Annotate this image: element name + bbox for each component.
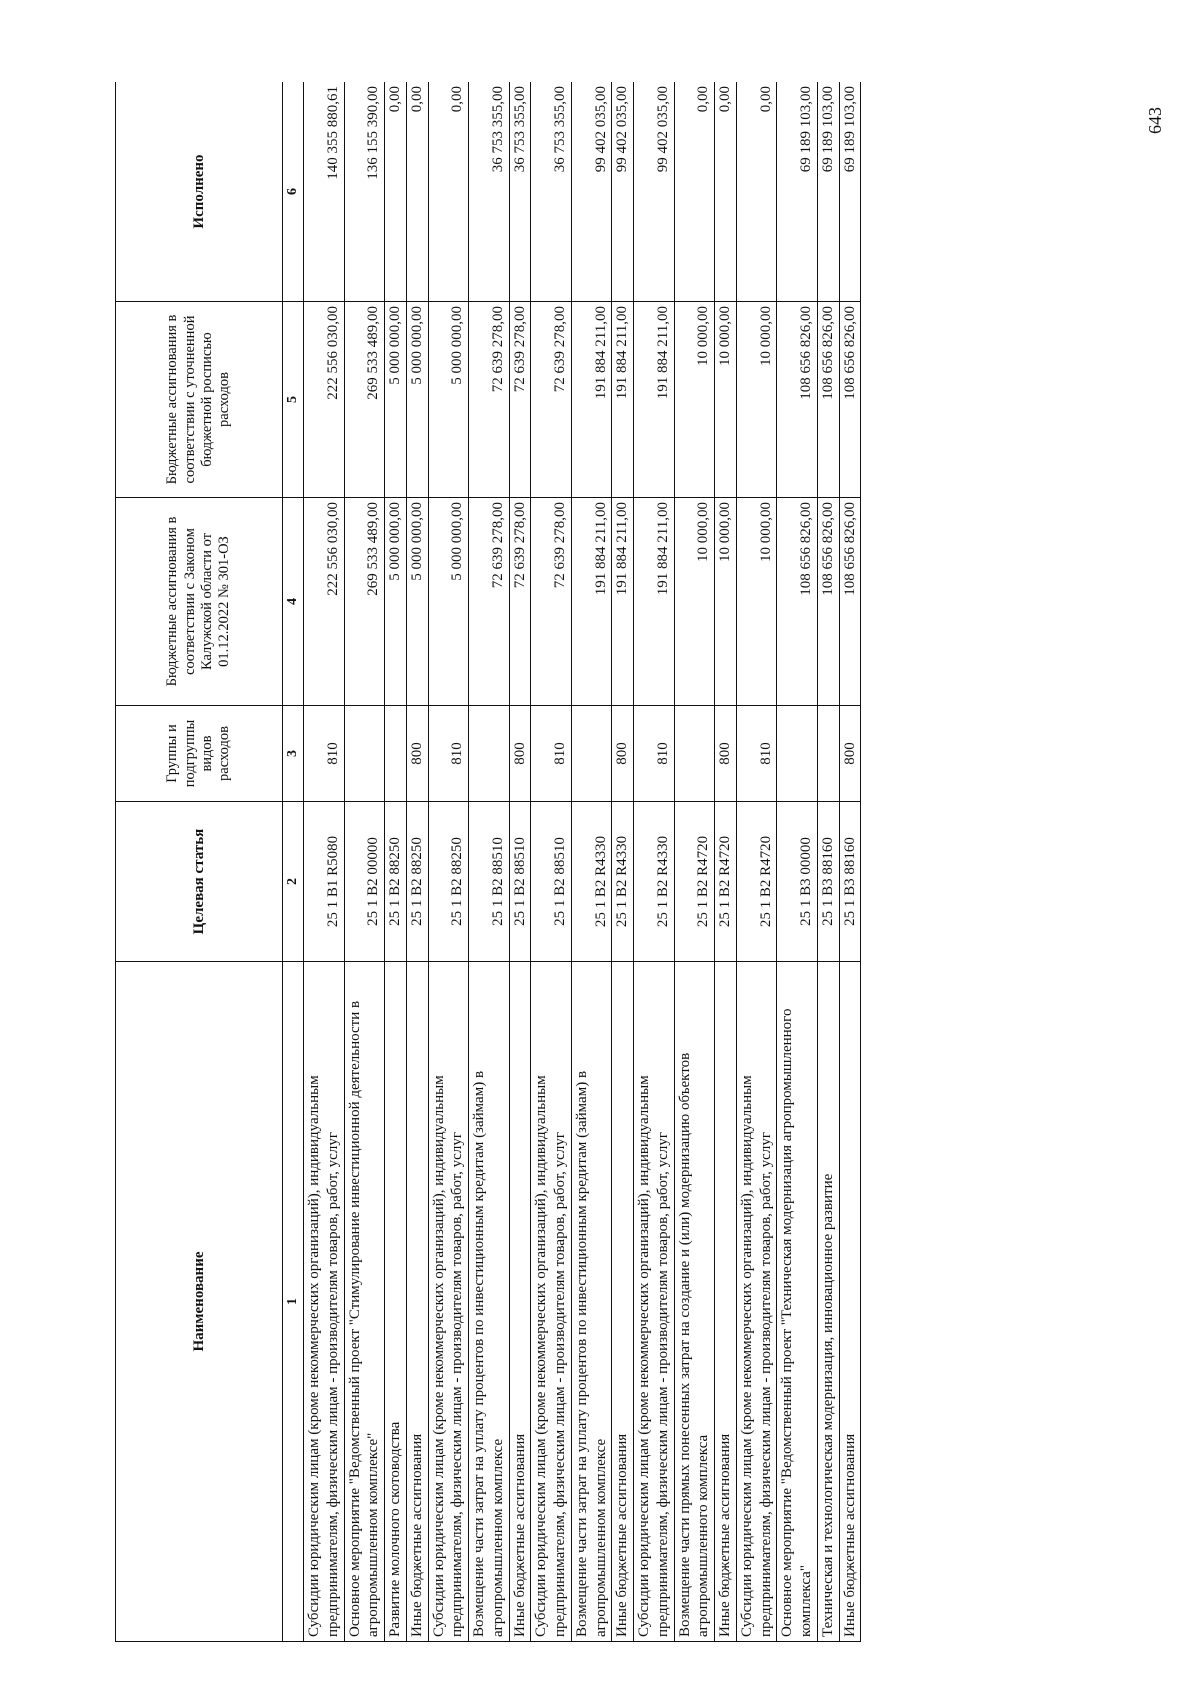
row-executed-amount: 136 155 390,00	[344, 82, 385, 302]
row-refined-amount: 108 656 826,00	[839, 302, 861, 498]
row-executed-amount: 36 753 355,00	[509, 82, 531, 302]
row-group-code: 810	[304, 706, 345, 802]
column-number: 2	[283, 802, 304, 962]
column-number: 3	[283, 706, 304, 802]
row-name: Иные бюджетные ассигнования	[406, 962, 428, 1642]
table-row	[612, 82, 634, 1642]
row-group-code	[344, 706, 385, 802]
row-law-amount: 5 000 000,00	[428, 498, 469, 706]
row-executed-amount: 36 753 355,00	[469, 82, 510, 302]
table-row	[469, 82, 510, 1642]
table-row	[736, 82, 777, 1642]
table-container	[115, 82, 1005, 1642]
row-law-amount: 108 656 826,00	[839, 498, 861, 706]
page-number: 643	[1144, 106, 1165, 134]
column-number: 1	[283, 962, 304, 1642]
row-refined-amount: 191 884 211,00	[634, 302, 675, 498]
row-name: Возмещение части прямых понесенных затрат на создание и (или) модернизацию объектов агропромышленного комплекса	[674, 962, 715, 1642]
row-name: Субсидии юридическим лицам (кроме некоммерческих организаций), индивидуальным предпринимателям, физическим лицам - производителям товаров, работ, услуг	[736, 962, 777, 1642]
row-law-amount: 5 000 000,00	[385, 498, 407, 706]
table-row	[817, 82, 839, 1642]
row-target-code: 25 1 В2 88510	[469, 802, 510, 962]
row-name: Основное мероприятие "Ведомственный проект "Стимулирование инвестиционной деятельности в агропромышленном комплексе"	[344, 962, 385, 1642]
row-refined-amount: 5 000 000,00	[428, 302, 469, 498]
row-refined-amount: 191 884 211,00	[612, 302, 634, 498]
table-row	[304, 82, 345, 1642]
table-row	[839, 82, 861, 1642]
row-refined-amount: 10 000,00	[715, 302, 737, 498]
row-group-code: 810	[634, 706, 675, 802]
row-target-code: 25 1 В2 00000	[344, 802, 385, 962]
table-row	[428, 82, 469, 1642]
header-target: Целевая статья	[116, 802, 283, 962]
row-refined-amount: 5 000 000,00	[406, 302, 428, 498]
header-name: Наименование	[116, 962, 283, 1642]
row-law-amount: 10 000,00	[674, 498, 715, 706]
row-law-amount: 108 656 826,00	[777, 498, 818, 706]
row-group-code: 800	[406, 706, 428, 802]
row-executed-amount: 99 402 035,00	[571, 82, 612, 302]
column-number: 5	[283, 302, 304, 498]
row-name: Иные бюджетные ассигнования	[509, 962, 531, 1642]
row-target-code: 25 1 В2 88250	[385, 802, 407, 962]
row-executed-amount: 140 355 880,61	[304, 82, 345, 302]
row-group-code: 800	[509, 706, 531, 802]
row-group-code: 810	[736, 706, 777, 802]
row-executed-amount: 0,00	[385, 82, 407, 302]
row-law-amount: 72 639 278,00	[509, 498, 531, 706]
row-target-code: 25 1 В3 88160	[839, 802, 861, 962]
row-target-code: 25 1 В2 88250	[406, 802, 428, 962]
column-number: 6	[283, 82, 304, 302]
row-group-code	[469, 706, 510, 802]
row-executed-amount: 0,00	[428, 82, 469, 302]
row-refined-amount: 5 000 000,00	[385, 302, 407, 498]
row-executed-amount: 0,00	[715, 82, 737, 302]
row-group-code	[777, 706, 818, 802]
table-row	[531, 82, 572, 1642]
row-group-code	[385, 706, 407, 802]
row-law-amount: 10 000,00	[715, 498, 737, 706]
row-target-code: 25 1 В2 R4720	[715, 802, 737, 962]
table-row	[715, 82, 737, 1642]
row-target-code: 25 1 В1 R5080	[304, 802, 345, 962]
row-executed-amount: 69 189 103,00	[817, 82, 839, 302]
row-executed-amount: 99 402 035,00	[634, 82, 675, 302]
header-group: Группы и подгруппы видов расходов	[116, 706, 283, 802]
row-target-code: 25 1 В3 88160	[817, 802, 839, 962]
row-target-code: 25 1 В2 R4720	[736, 802, 777, 962]
row-law-amount: 191 884 211,00	[612, 498, 634, 706]
row-target-code: 25 1 В2 88510	[531, 802, 572, 962]
column-number: 4	[283, 498, 304, 706]
row-group-code: 810	[428, 706, 469, 802]
row-name: Субсидии юридическим лицам (кроме некоммерческих организаций), индивидуальным предпринимателям, физическим лицам - производителям товаров, работ, услуг	[531, 962, 572, 1642]
row-law-amount: 72 639 278,00	[531, 498, 572, 706]
row-target-code: 25 1 В2 R4720	[674, 802, 715, 962]
row-group-code: 800	[715, 706, 737, 802]
table-row	[509, 82, 531, 1642]
row-refined-amount: 72 639 278,00	[509, 302, 531, 498]
row-name: Субсидии юридическим лицам (кроме некоммерческих организаций), индивидуальным предпринимателям, физическим лицам - производителям товаров, работ, услуг	[304, 962, 345, 1642]
row-refined-amount: 108 656 826,00	[777, 302, 818, 498]
row-target-code: 25 1 В2 88510	[509, 802, 531, 962]
row-executed-amount: 36 753 355,00	[531, 82, 572, 302]
row-group-code: 810	[531, 706, 572, 802]
table-row	[406, 82, 428, 1642]
row-refined-amount: 191 884 211,00	[571, 302, 612, 498]
row-group-code	[674, 706, 715, 802]
header-refined: Бюджетные ассигнования в соответствии с уточненной бюджетной росписью расходов	[116, 302, 283, 498]
header-law: Бюджетные ассигнования в соответствии с Законом Калужской области от 01.12.2022 № 301-ОЗ	[116, 498, 283, 706]
row-name: Техническая и технологическая модернизация, инновационное развитие	[817, 962, 839, 1642]
row-law-amount: 191 884 211,00	[571, 498, 612, 706]
table-row	[674, 82, 715, 1642]
row-target-code: 25 1 В2 R4330	[571, 802, 612, 962]
row-name: Иные бюджетные ассигнования	[839, 962, 861, 1642]
row-refined-amount: 10 000,00	[736, 302, 777, 498]
row-executed-amount: 69 189 103,00	[777, 82, 818, 302]
row-law-amount: 269 533 489,00	[344, 498, 385, 706]
table-row	[777, 82, 818, 1642]
row-refined-amount: 222 556 030,00	[304, 302, 345, 498]
row-name: Развитие молочного скотоводства	[385, 962, 407, 1642]
row-group-code: 800	[839, 706, 861, 802]
row-group-code	[571, 706, 612, 802]
row-refined-amount: 72 639 278,00	[531, 302, 572, 498]
table-row	[344, 82, 385, 1642]
row-refined-amount: 269 533 489,00	[344, 302, 385, 498]
row-name: Иные бюджетные ассигнования	[715, 962, 737, 1642]
row-target-code: 25 1 В3 00000	[777, 802, 818, 962]
row-executed-amount: 99 402 035,00	[612, 82, 634, 302]
row-law-amount: 191 884 211,00	[634, 498, 675, 706]
table-row	[385, 82, 407, 1642]
row-name: Возмещение части затрат на уплату процентов по инвестиционным кредитам (займам) в агропромышленном комплексе	[571, 962, 612, 1642]
row-name: Субсидии юридическим лицам (кроме некоммерческих организаций), индивидуальным предпринимателям, физическим лицам - производителям товаров, работ, услуг	[428, 962, 469, 1642]
row-law-amount: 10 000,00	[736, 498, 777, 706]
row-executed-amount: 0,00	[736, 82, 777, 302]
budget-table	[115, 82, 861, 1642]
table-row	[634, 82, 675, 1642]
row-executed-amount: 0,00	[406, 82, 428, 302]
row-refined-amount: 10 000,00	[674, 302, 715, 498]
row-target-code: 25 1 В2 R4330	[612, 802, 634, 962]
row-law-amount: 5 000 000,00	[406, 498, 428, 706]
row-law-amount: 108 656 826,00	[817, 498, 839, 706]
row-executed-amount: 69 189 103,00	[839, 82, 861, 302]
row-name: Основное мероприятие "Ведомственный проект "Техническая модернизация агропромышленного комплекса"	[777, 962, 818, 1642]
row-group-code: 800	[612, 706, 634, 802]
row-name: Субсидии юридическим лицам (кроме некоммерческих организаций), индивидуальным предпринимателям, физическим лицам - производителям товаров, работ, услуг	[634, 962, 675, 1642]
row-executed-amount: 0,00	[674, 82, 715, 302]
row-target-code: 25 1 В2 R4330	[634, 802, 675, 962]
row-group-code	[817, 706, 839, 802]
row-refined-amount: 72 639 278,00	[469, 302, 510, 498]
row-target-code: 25 1 В2 88250	[428, 802, 469, 962]
table-row	[571, 82, 612, 1642]
row-law-amount: 72 639 278,00	[469, 498, 510, 706]
row-name: Возмещение части затрат на уплату процентов по инвестиционным кредитам (займам) в агропромышленном комплексе	[469, 962, 510, 1642]
row-refined-amount: 108 656 826,00	[817, 302, 839, 498]
header-executed: Исполнено	[116, 82, 283, 302]
row-name: Иные бюджетные ассигнования	[612, 962, 634, 1642]
row-law-amount: 222 556 030,00	[304, 498, 345, 706]
